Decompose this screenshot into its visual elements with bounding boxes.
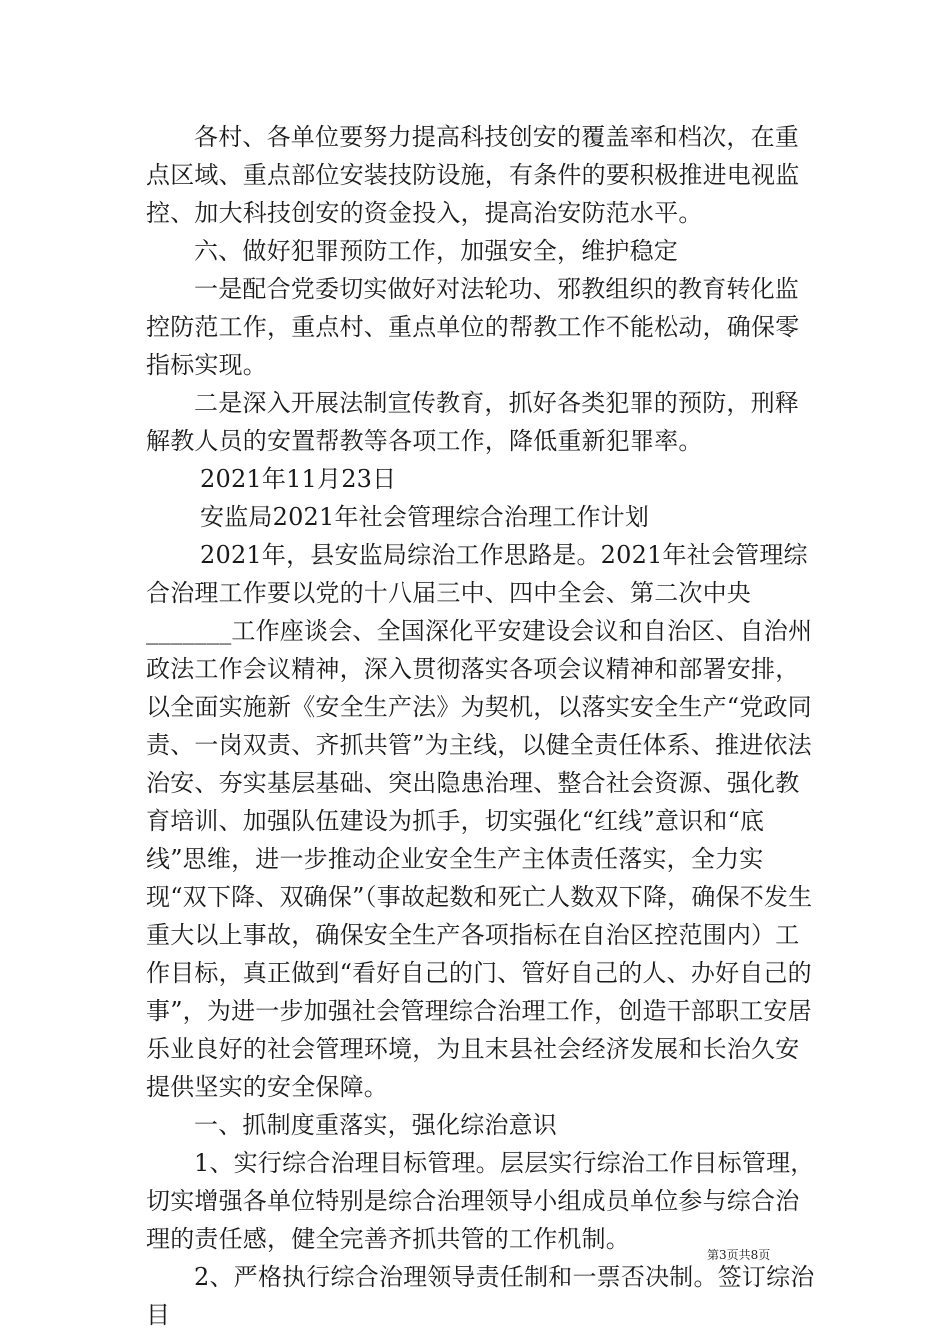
- paragraph-responsibility-system: 2、严格执行综合治理领导责任制和一票否决制。签订综治目: [146, 1263, 815, 1329]
- paragraph-item-two: 二是深入开展法制宣传教育，抓好各类犯罪的预防，刑释解教人员的安置帮教等各项工作，降低重新犯罪率。: [146, 389, 799, 455]
- section-heading-crime-prevention: 六、做好犯罪预防工作，加强安全，维护稳定: [194, 237, 678, 265]
- paragraph-work-approach: 2021年，县安监局综治工作思路是。2021年社会管理综合治理工作要以党的十八届三中、四中全会、第二次中央_______工作座谈会、全国深化平安建设会议和自治区、自治州政法工作会议精神，深入贯彻落实各项会议精神和部署安排，以全面实施新《安全生产法》为契机，以落实安全生产“党政同责、一岗双责、齐抓共管”为主线，以健全责任体系、推进依法治安、夯实基层基础、突出隐患治理、整合社会资源、强化教育培训、加强队伍建设为抓手，切实强化“红线”意识和“底线”思维，进一步推动企业安全生产主体责任落实，全力实现“双下降、双确保”（事故起数和死亡人数双下降，确保不发生重大以上事故，确保安全生产各项指标在自治区控范围内）工作目标，真正做到“看好自己的门、管好自己的人、办好自己的事”，为进一步加强社会管理综合治理工作，创造干部职工安居乐业良好的社会管理环境，为且末县社会经济发展和长治久安提供坚实的安全保障。: [146, 541, 813, 1101]
- page-indicator: 第3页共8页: [707, 1248, 771, 1262]
- section-heading-system: 一、抓制度重落实，强化综治意识: [194, 1111, 557, 1139]
- paragraph-target-management: 1、实行综合治理目标管理。层层实行综治工作目标管理，切实增强各单位特别是综合治理领导小组成员单位参与综合治理的责任感，健全完善齐抓共管的工作机制。: [146, 1149, 815, 1253]
- paragraph-tech-security: 各村、各单位要努力提高科技创安的覆盖率和档次，在重点区域、重点部位安装技防设施，有条件的要积极推进电视监控、加大科技创安的资金投入，提高治安防范水平。: [146, 123, 800, 227]
- paragraph-item-one: 一是配合党委切实做好对法轮功、邪教组织的教育转化监控防范工作，重点村、重点单位的帮教工作不能松动，确保零指标实现。: [146, 275, 800, 379]
- document-title: 安监局2021年社会管理综合治理工作计划: [200, 503, 650, 531]
- document-body: [146, 118, 818, 1334]
- document-date: 2021年11月23日: [200, 465, 397, 493]
